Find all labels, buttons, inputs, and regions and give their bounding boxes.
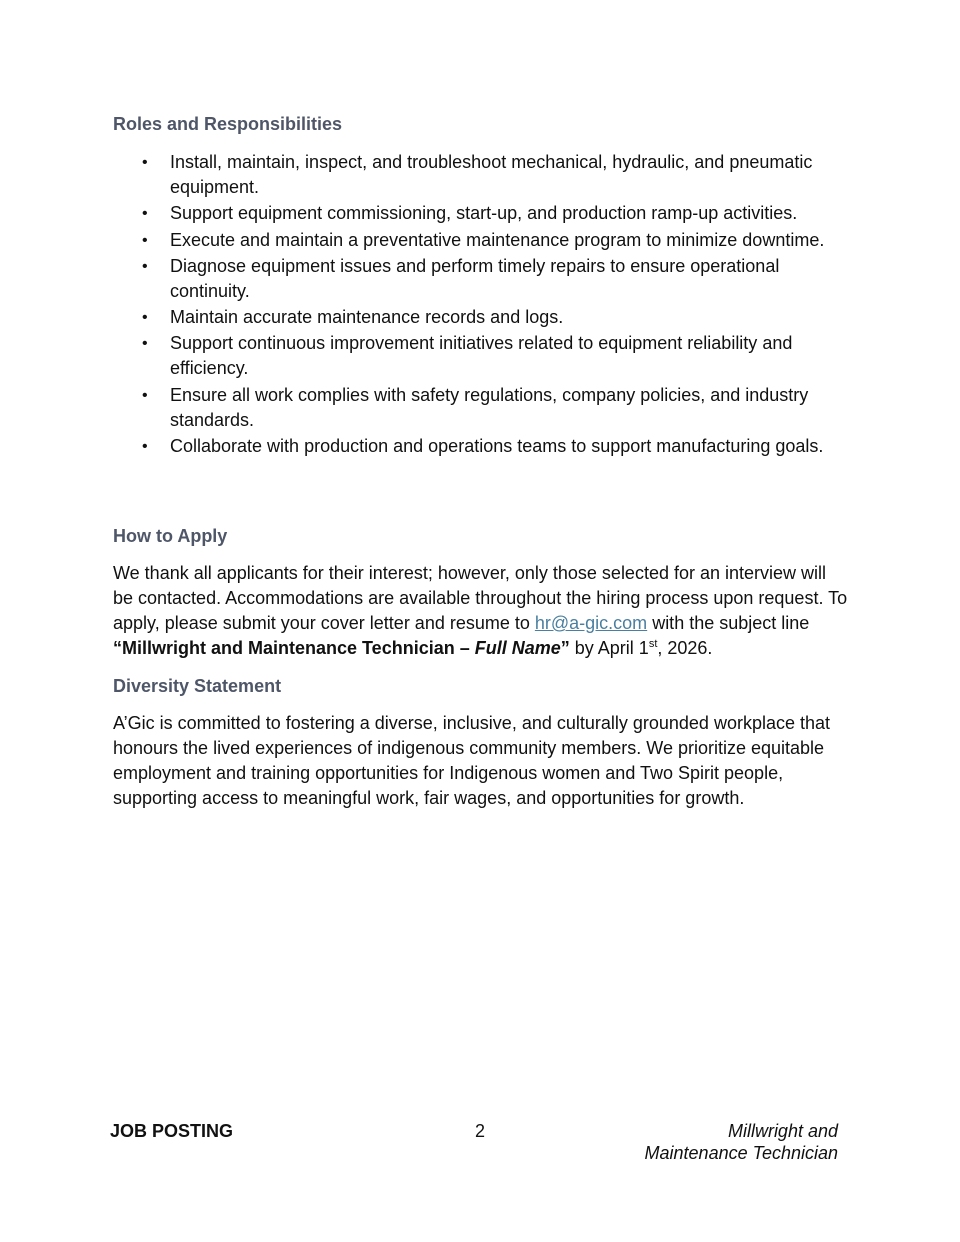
bullet-icon: • — [142, 309, 148, 327]
list-item-text: Install, maintain, inspect, and troubleshoot mechanical, hydraulic, and pneumatic equipment. — [170, 152, 813, 197]
how-to-apply-paragraph — [113, 561, 848, 661]
list-item — [113, 331, 848, 381]
list-item-text: Diagnose equipment issues and perform timely repairs to ensure operational continuity. — [170, 255, 780, 301]
list-item-text: Support equipment commissioning, start-up, and production ramp-up activities. — [170, 203, 798, 224]
diversity-heading: Diversity Statement — [113, 676, 282, 696]
list-item — [113, 434, 848, 459]
subject-full-name: Full Name — [474, 638, 561, 658]
apply-text-3: by April 1 — [569, 638, 649, 658]
bullet-icon: • — [142, 386, 148, 404]
how-to-apply-heading: How to Apply — [113, 526, 228, 546]
bullet-icon: • — [142, 231, 148, 249]
footer-document-type: JOB POSTING — [110, 1121, 234, 1141]
bullet-icon: • — [142, 205, 148, 223]
bullet-icon: • — [142, 335, 148, 353]
apply-text-1: We thank all applicants for their interest; however, only those selected for an interview will be contacted. Accommodations are available throughout the hiring process upon request. To apply, please submit your cover letter and resume to — [113, 563, 848, 633]
footer-job-title — [578, 1120, 838, 1164]
roles-list — [113, 150, 848, 460]
list-item-text: Maintain accurate maintenance records and logs. — [170, 307, 564, 328]
list-item — [113, 383, 848, 433]
date-suffix: st — [648, 638, 658, 650]
bullet-icon: • — [142, 257, 148, 275]
footer-job-title-line-2: Maintenance Technician — [644, 1143, 838, 1163]
list-item-text: Collaborate with production and operations teams to support manufacturing goals. — [170, 436, 824, 457]
apply-text-2: with the subject line — [647, 613, 810, 633]
list-item — [113, 305, 848, 330]
list-item-text: Ensure all work complies with safety regulations, company policies, and industry standards. — [170, 384, 809, 430]
footer-job-title-line-1: Millwright and — [727, 1121, 838, 1141]
list-item-text: Support continuous improvement initiatives related to equipment reliability and efficiency. — [170, 333, 793, 379]
bullet-icon: • — [142, 154, 148, 171]
apply-text-4: , 2026. — [657, 638, 713, 658]
diversity-paragraph: A’Gic is committed to fostering a diverse, inclusive, and culturally grounded workplace that honours the lived experiences of indigenous community members. We prioritize equitable employment and training opportunities for Indigenous women and Two Spirit people, supporting access to meaningful work, fair wages, and opportunities for growth. — [113, 713, 831, 808]
footer-page-number: 2 — [474, 1121, 485, 1141]
list-item — [113, 150, 848, 200]
roles-heading: Roles and Responsibilities — [113, 114, 343, 134]
email-link[interactable]: hr@a-gic.com — [534, 613, 648, 633]
list-item — [113, 228, 848, 253]
list-item-text: Execute and maintain a preventative maintenance program to minimize downtime. — [170, 229, 825, 250]
list-item — [113, 254, 848, 304]
list-item — [113, 201, 848, 226]
subject-line: “Millwright and Maintenance Technician – Full Name” — [113, 638, 570, 658]
bullet-icon: • — [142, 438, 148, 456]
